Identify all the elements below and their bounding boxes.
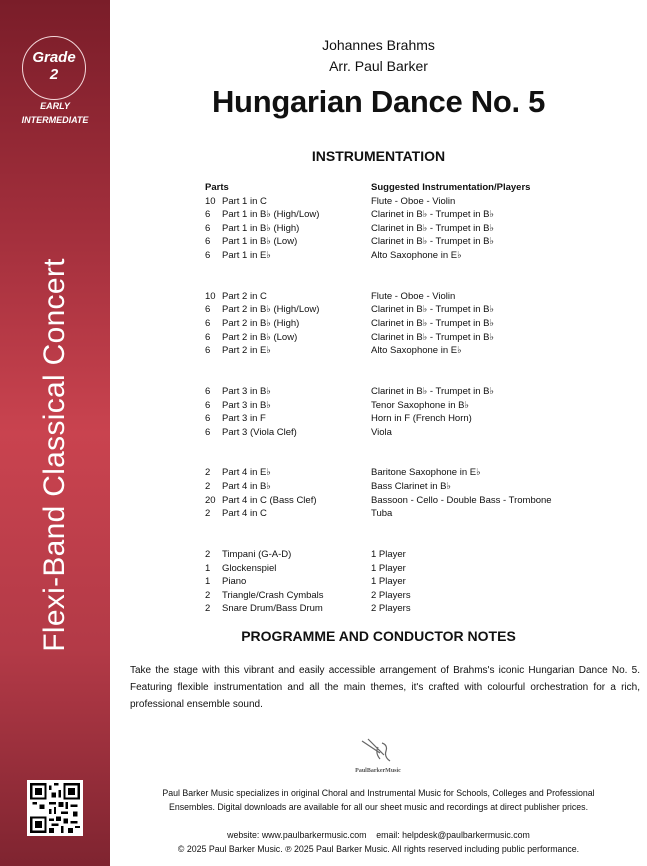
instrument: Tuba [371,508,393,520]
part-name: Part 2 in C [222,290,267,302]
player-count: 2 [205,508,211,520]
part-name: Part 4 in C [222,508,267,520]
copyright: © 2025 Paul Barker Music. ℗ 2025 Paul Barker Music. All rights reserved including public performance. [177,844,580,854]
instrument: Alto Saxophone in E♭ [371,249,462,261]
part-name: Timpani (G-A-D) [222,549,292,561]
instrument: 1 Player [371,562,406,574]
instrument: Clarinet in B♭ - Trumpet in B♭ [371,331,495,343]
part-name: Part 3 (Viola Clef) [222,426,297,438]
part-name: Part 3 in B♭ [222,385,271,397]
instrument: 2 Players [371,603,411,615]
piece-title: Hungarian Dance No. 5 [211,84,546,119]
player-count: 20 [205,494,216,506]
notes-text: Take the stage with this vibrant and easily accessible arrangement of Brahms's iconic Hungarian Dance No. 5. Featuring flexible instrumentation and all the main themes, it's crafted with colourful orchestration for a rich, professional ensemble sound. [130,665,640,710]
level-line-2: INTERMEDIATE [21,115,89,125]
arranger: Arr. Paul Barker [329,58,428,74]
grade-number: 2 [49,66,59,83]
about-line-2: Ensembles. Digital downloads are available for all our sheet music and recordings at direct publisher prices. [168,802,589,812]
series-title: Flexi-Band Classical Concert [38,258,71,652]
player-count: 10 [205,195,216,207]
instrument: Bassoon - Cello - Double Bass - Trombone [371,494,552,506]
level-line-1: EARLY [40,101,70,111]
grade-label: Grade [32,49,76,66]
sidebar [0,0,110,866]
contact-line[interactable]: website: www.paulbarkermusic.com email: helpdesk@paulbarkermusic.com [227,830,530,840]
instrument: Clarinet in B♭ - Trumpet in B♭ [371,222,495,234]
instrument: Alto Saxophone in E♭ [371,345,462,357]
instrument: Tenor Saxophone in B♭ [371,399,469,411]
player-count: 6 [205,249,211,261]
player-count: 6 [205,331,211,343]
instrument: Clarinet in B♭ - Trumpet in B♭ [371,209,495,221]
part-name: Part 1 in E♭ [222,249,271,261]
player-count: 6 [205,209,211,221]
composer: Johannes Brahms [322,37,435,53]
instrument: Bass Clarinet in B♭ [371,481,451,493]
part-name: Part 4 in E♭ [222,467,271,479]
player-count: 1 [205,576,211,588]
player-count: 10 [205,290,216,302]
instrument: Flute - Oboe - Violin [371,290,456,302]
instrument: Viola [371,426,392,438]
player-count: 6 [205,413,211,425]
qr-code-icon[interactable] [27,780,83,836]
player-count: 6 [205,304,211,316]
instrument: 1 Player [371,576,406,588]
contact-info [110,828,647,856]
player-count: 2 [205,467,211,479]
parts-header: Parts [205,182,229,193]
violin-logo-icon [358,737,398,763]
instrument: Clarinet in B♭ - Trumpet in B♭ [371,317,495,329]
about-text [110,786,647,814]
part-name: Part 2 in B♭ (High/Low) [222,304,320,316]
difficulty-level [0,99,110,127]
part-name: Part 3 in F [222,413,266,425]
player-count: 2 [205,481,211,493]
part-name: Part 1 in B♭ (Low) [222,236,298,248]
grade-badge [22,36,86,100]
notes-heading: PROGRAMME AND CONDUCTOR NOTES [241,628,516,644]
player-count: 2 [205,549,211,561]
instrumentation-heading: INSTRUMENTATION [311,148,446,164]
part-name: Part 4 in B♭ [222,481,271,493]
player-count: 6 [205,317,211,329]
instruments-header: Suggested Instrumentation/Players [371,182,531,193]
publisher-logo [350,737,406,775]
instrument: Horn in F (French Horn) [371,413,472,425]
player-count: 2 [205,603,211,615]
instrument: Clarinet in B♭ - Trumpet in B♭ [371,236,495,248]
player-count: 1 [205,562,211,574]
part-name: Piano [222,576,247,588]
player-count: 6 [205,222,211,234]
part-name: Part 4 in C (Bass Clef) [222,494,317,506]
part-name: Part 1 in B♭ (High) [222,222,300,234]
part-name: Part 2 in B♭ (Low) [222,331,298,343]
about-line-1: Paul Barker Music specializes in original Choral and Instrumental Music for Schools, Colleges and Professional [162,788,595,798]
instrument: 1 Player [371,549,406,561]
part-name: Glockenspiel [222,562,277,574]
part-name: Snare Drum/Bass Drum [222,603,323,615]
part-name: Part 1 in C [222,195,267,207]
part-name: Part 3 in B♭ [222,399,271,411]
part-name: Part 2 in E♭ [222,345,271,357]
player-count: 6 [205,399,211,411]
player-count: 6 [205,385,211,397]
instrument: Clarinet in B♭ - Trumpet in B♭ [371,385,495,397]
part-name: Triangle/Crash Cymbals [222,589,324,601]
instrument: 2 Players [371,589,411,601]
player-count: 6 [205,345,211,357]
logo-text: PaulBarkerMusic [355,768,401,774]
instrument: Flute - Oboe - Violin [371,195,456,207]
instrument: Clarinet in B♭ - Trumpet in B♭ [371,304,495,316]
part-name: Part 2 in B♭ (High) [222,317,300,329]
player-count: 6 [205,236,211,248]
player-count: 6 [205,426,211,438]
instrument: Baritone Saxophone in E♭ [371,467,481,479]
player-count: 2 [205,589,211,601]
part-name: Part 1 in B♭ (High/Low) [222,209,320,221]
